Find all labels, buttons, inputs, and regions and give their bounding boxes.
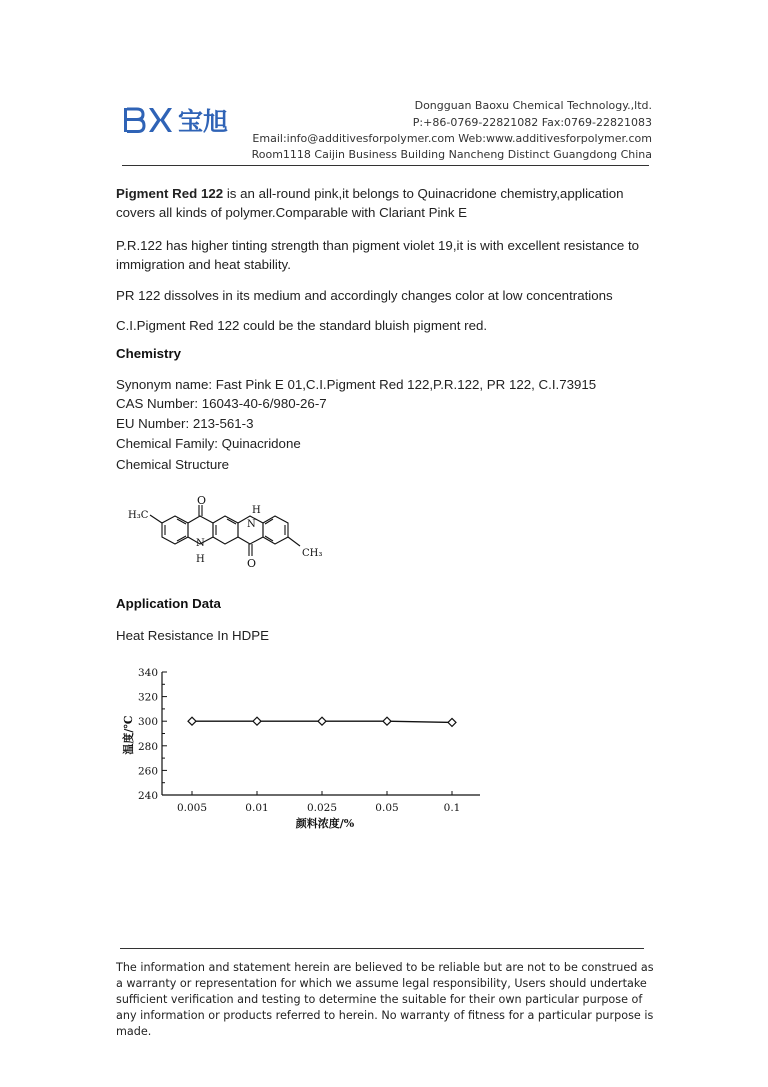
- intro-paragraph-1-text: is an all-round pink,it belongs to Quinacridone chemistry,application covers all kinds of polymer.Comparable with Clariant Pink E: [116, 186, 624, 220]
- heat-resistance-subheading: Heat Resistance In HDPE: [116, 628, 269, 643]
- chemical-structure-label: Chemical Structure: [116, 457, 230, 472]
- data-point-marker: [448, 718, 456, 726]
- x-tick-label: 0.01: [245, 802, 269, 814]
- methyl-right: CH₃: [302, 548, 323, 559]
- phone-fax: P:+86-0769-22821082 Fax:0769-22821083: [412, 116, 652, 129]
- synonym-name: Synonym name: Fast Pink E 01,C.I.Pigment Red 122,P.R.122, PR 122, C.I.73915: [116, 377, 597, 392]
- data-point-marker: [253, 717, 261, 725]
- x-tick-label: 0.025: [306, 802, 338, 814]
- eu-number: EU Number: 213-561-3: [116, 416, 254, 431]
- chemistry-heading: Chemistry: [116, 346, 182, 361]
- intro-paragraph-2: P.R.122 has higher tinting strength than pigment violet 19,it is with excellent resistance to immigration and heat stability.: [116, 238, 640, 272]
- chemical-family: Chemical Family: Quinacridone: [116, 436, 301, 451]
- y-tick-label: 340: [137, 667, 158, 679]
- carbonyl-oxygen-top: O: [197, 494, 207, 507]
- methyl-left: H₃C: [128, 510, 149, 521]
- carbonyl-oxygen-bottom: O: [247, 557, 257, 570]
- nitrogen-bottom: N: [196, 538, 205, 549]
- email-web: Email:info@additivesforpolymer.com Web:www.additivesforpolymer.com: [252, 132, 652, 145]
- disclaimer-text: The information and statement herein are believed to be reliable but are not to be construed as a warranty or representation for which we assume legal responsibility, Users should undertake sufficient verification and testing to determine the suitable for their own particular purpose of any information or products referred to herein. No warranty of fitness for a particular purpose is made.: [116, 961, 654, 1038]
- y-tick-label: 300: [137, 716, 158, 729]
- data-point-marker: [188, 717, 196, 725]
- cas-number: CAS Number: 16043-40-6/980-26-7: [116, 396, 327, 411]
- hydrogen-top: H: [252, 505, 261, 516]
- x-tick-label: 0.1: [443, 802, 461, 814]
- company-address: Room1118 Caijin Business Building Nancheng Distinct Guangdong China: [251, 148, 652, 161]
- x-tick-label: 0.005: [176, 802, 208, 814]
- header-divider: [122, 165, 649, 166]
- application-data-heading: Application Data: [116, 596, 221, 611]
- logo-chinese-name: 宝旭: [178, 107, 229, 136]
- nitrogen-top: N: [247, 519, 256, 530]
- chemical-structure-diagram: [120, 490, 350, 580]
- footer-divider: [120, 948, 644, 949]
- y-tick-label: 280: [137, 740, 158, 753]
- y-tick-label: 240: [137, 790, 158, 802]
- heat-resistance-chart: [120, 660, 490, 830]
- hydrogen-bottom: H: [196, 554, 205, 565]
- chart-y-label: 温度/℃: [122, 715, 135, 755]
- y-tick-label: 320: [137, 691, 158, 704]
- data-point-marker: [318, 717, 326, 725]
- product-name: Pigment Red 122: [116, 186, 224, 201]
- chart-x-label: 颜料浓度/%: [295, 817, 355, 830]
- intro-paragraph-1: [116, 184, 656, 222]
- y-tick-label: 260: [137, 765, 158, 778]
- intro-paragraph-4: C.I.Pigment Red 122 could be the standard bluish pigment red.: [116, 318, 488, 333]
- company-name: Dongguan Baoxu Chemical Technology.,ltd.: [414, 99, 652, 112]
- x-tick-label: 0.05: [375, 802, 399, 814]
- company-logo: [122, 104, 252, 138]
- data-point-marker: [383, 717, 391, 725]
- intro-paragraph-3: PR 122 dissolves in its medium and accordingly changes color at low concentrations: [116, 288, 613, 303]
